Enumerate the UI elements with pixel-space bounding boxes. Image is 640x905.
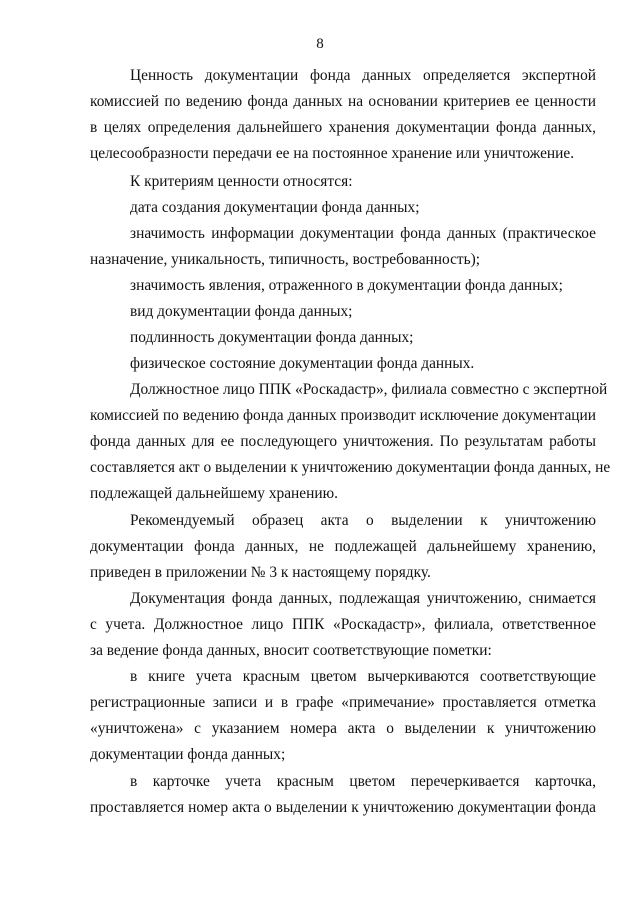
criterion-significance-line-1: значимость информации документации фонда данных (практическое	[130, 225, 596, 242]
paragraph-official-exclusion-line-4: составляется акт о выделении к уничтожению документации фонда данных, не	[90, 459, 611, 476]
paragraph-value-determination-line-2: комиссией по ведению фонда данных на основании критериев ее ценности	[90, 93, 596, 110]
criterion-significance-line-2: назначение, уникальность, типичность, востребованность);	[90, 251, 481, 268]
criterion-condition: физическое состояние документации фонда данных.	[130, 355, 475, 372]
criteria-intro: К критериям ценности относятся:	[130, 173, 353, 190]
paragraph-removal-line-1: Документация фонда данных, подлежащая уничтожению, снимается	[130, 590, 596, 607]
criterion-phenomenon: значимость явления, отраженного в документации фонда данных;	[130, 277, 563, 294]
paragraph-card-line-2: проставляется номер акта о выделении к уничтожению документации фонда	[90, 799, 596, 816]
paragraph-official-exclusion-line-5: подлежащей дальнейшему хранению.	[90, 485, 338, 502]
paragraph-value-determination-line-1: Ценность документации фонда данных определяется экспертной	[130, 67, 596, 84]
paragraph-recommended-sample-line-2: документации фонда данных, не подлежащей дальнейшему хранению,	[90, 538, 596, 555]
paragraph-official-exclusion-line-1: Должностное лицо ППК «Роскадастр», филиала совместно с экспертной	[130, 381, 608, 398]
paragraph-official-exclusion-line-3: фонда данных для ее последующего уничтожения. По результатам работы	[90, 433, 596, 450]
paragraph-register-book-line-4: документации фонда данных;	[90, 746, 286, 763]
paragraph-recommended-sample-line-3: приведен в приложении № 3 к настоящему порядку.	[90, 564, 431, 581]
paragraph-value-determination-line-4: целесообразности передачи ее на постоянное хранение или уничтожение.	[90, 145, 575, 162]
criterion-date: дата создания документации фонда данных;	[130, 199, 420, 216]
paragraph-card-line-1: в карточке учета красным цветом перечеркивается карточка,	[130, 773, 596, 790]
paragraph-recommended-sample-line-1: Рекомендуемый образец акта о выделении к уничтожению	[130, 512, 596, 529]
paragraph-register-book-line-3: «уничтожена» с указанием номера акта о выделении к уничтожению	[90, 720, 596, 737]
criterion-type: вид документации фонда данных;	[130, 303, 353, 320]
paragraph-value-determination-line-3: в целях определения дальнейшего хранения документации фонда данных,	[90, 119, 596, 136]
paragraph-removal-line-2: с учета. Должностное лицо ППК «Роскадастр», филиала, ответственное	[90, 616, 596, 633]
paragraph-removal-line-3: за ведение фонда данных, вносит соответствующие пометки:	[90, 642, 492, 659]
paragraph-register-book-line-2: регистрационные записи и в графе «примечание» проставляется отметка	[90, 694, 596, 711]
paragraph-official-exclusion-line-2: комиссией по ведению фонда данных производит исключение документации	[90, 407, 596, 424]
criterion-authenticity: подлинность документации фонда данных;	[130, 329, 414, 346]
page-number: 8	[316, 36, 324, 52]
paragraph-register-book-line-1: в книге учета красным цветом вычеркиваются соответствующие	[130, 668, 596, 685]
